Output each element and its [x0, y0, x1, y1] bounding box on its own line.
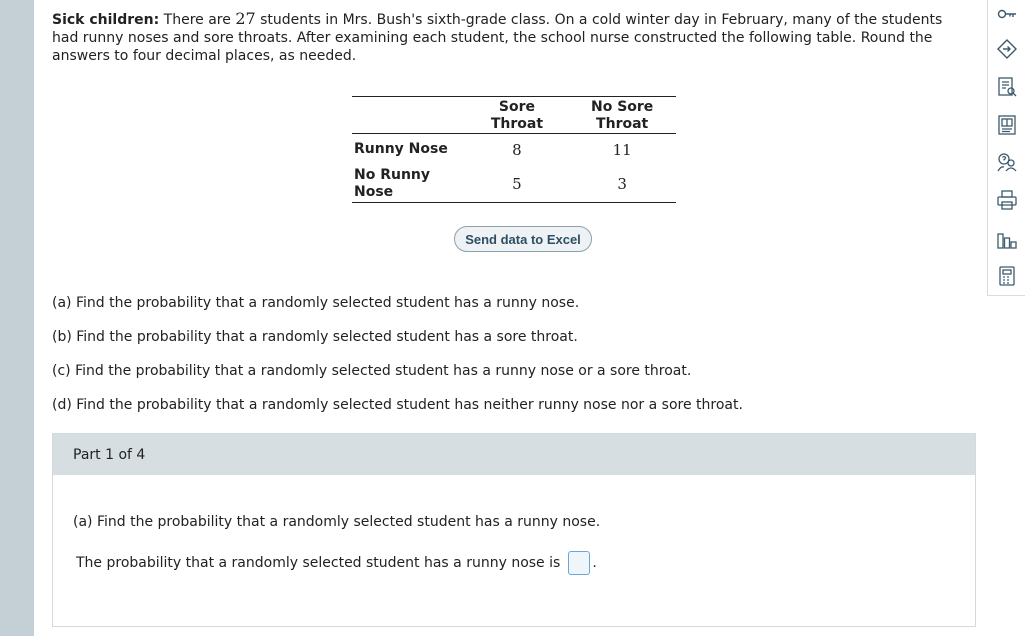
main-content — [52, 9, 957, 413]
diamond-arrow-icon[interactable] — [995, 37, 1019, 61]
left-sidebar-strip — [0, 0, 34, 636]
data-table-wrapper — [352, 96, 676, 203]
answer-line — [76, 551, 597, 575]
student-count: 27 — [235, 9, 256, 28]
table-row — [352, 166, 676, 203]
table-header-no-sore-throat: No Sore Throat — [590, 99, 654, 132]
cell-norunny-sore: 5 — [512, 174, 522, 193]
textbook-icon[interactable] — [995, 113, 1019, 137]
question-c: (c) Find the probability that a randomly selected student has a runny nose or a sore throat. — [52, 363, 692, 379]
row-label-no-runny-nose: No Runny Nose — [354, 166, 431, 200]
problem-statement — [52, 10, 957, 65]
part-panel — [52, 433, 976, 627]
key-icon[interactable] — [995, 2, 1019, 26]
calculator-icon[interactable] — [995, 264, 1019, 288]
table-row — [352, 134, 676, 166]
document-search-icon[interactable] — [995, 75, 1019, 99]
question-list — [52, 294, 957, 430]
part-question: (a) Find the probability that a randomly selected student has a runny nose. — [73, 514, 601, 530]
question-b: (b) Find the probability that a randomly selected student has a sore throat. — [52, 329, 578, 345]
ask-question-icon[interactable] — [995, 150, 1019, 174]
bar-chart-icon[interactable] — [995, 227, 1019, 251]
table-header-blank — [352, 97, 466, 134]
cell-runny-sore: 8 — [512, 140, 522, 159]
problem-lead: Sick children: — [52, 12, 160, 28]
table-header-sore-throat: Sore Throat — [490, 99, 544, 132]
answer-prefix: The probability that a randomly selected student has a runny nose is — [76, 555, 561, 571]
print-icon[interactable] — [995, 188, 1019, 212]
contingency-table — [352, 96, 676, 203]
problem-text-2: students in Mrs. Bush's sixth-grade class. On a cold winter day in February, many of the students had runny noses and sore throats. After examining each student, the school nurse constructed the following table. Round the answers to four decimal places, as needed. — [52, 12, 943, 64]
part-header: Part 1 of 4 — [53, 434, 975, 475]
table-header-row — [352, 97, 676, 134]
cell-norunny-nosore: 3 — [617, 174, 627, 193]
answer-suffix: . — [592, 555, 597, 571]
answer-input[interactable] — [568, 551, 590, 575]
question-a: (a) Find the probability that a randomly selected student has a runny nose. — [52, 295, 580, 311]
question-d: (d) Find the probability that a randomly selected student has neither runny nose nor a sore throat. — [52, 397, 743, 413]
problem-text-1: There are — [159, 12, 236, 28]
cell-runny-nosore: 11 — [612, 140, 632, 159]
send-to-excel-button[interactable]: Send data to Excel — [454, 226, 592, 252]
row-label-runny-nose: Runny Nose — [354, 141, 448, 158]
right-toolbar — [987, 0, 1025, 296]
